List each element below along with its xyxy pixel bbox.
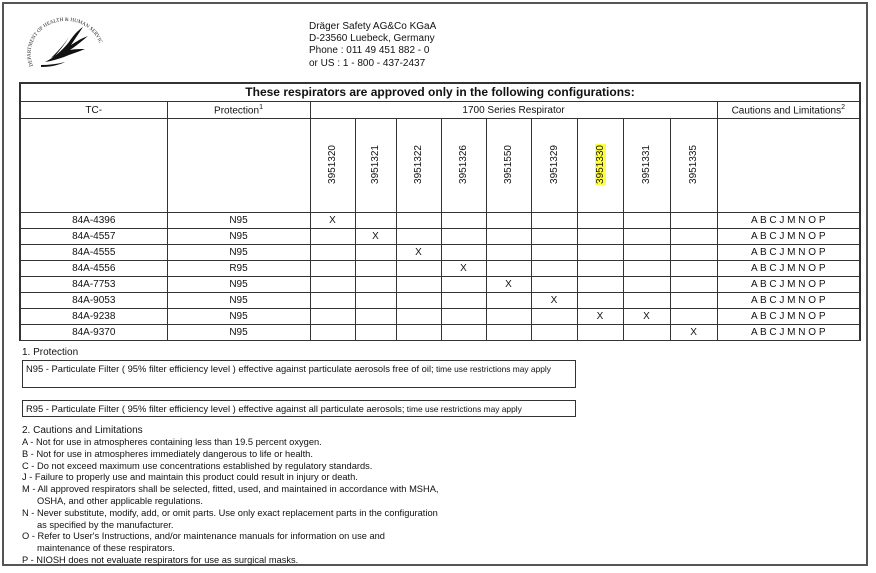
configuration-grid bbox=[21, 102, 859, 341]
model-number-cell bbox=[441, 119, 486, 213]
seal-text: DEPARTMENT OF HEALTH & HUMAN SERVIC bbox=[27, 16, 103, 68]
tc-number-cell: 84A-7753 bbox=[21, 277, 167, 293]
approved-mark-cell: X bbox=[441, 261, 486, 277]
empty-mark-cell bbox=[486, 325, 531, 341]
tc-number-cell: 84A-4555 bbox=[21, 245, 167, 261]
table-row bbox=[21, 277, 859, 293]
empty-mark-cell bbox=[486, 213, 531, 229]
empty-mark-cell bbox=[531, 325, 577, 341]
empty-mark-cell bbox=[486, 293, 531, 309]
protection-cell: N95 bbox=[167, 293, 310, 309]
model-number-cell bbox=[670, 119, 717, 213]
r95-restriction: time use restrictions may apply bbox=[404, 404, 522, 414]
approval-document-page bbox=[2, 2, 868, 566]
model-number: 3951335 bbox=[688, 144, 700, 184]
table-row bbox=[21, 309, 859, 325]
caution-item: B - Not for use in atmospheres immediately dangerous to life or health. bbox=[22, 448, 313, 459]
empty-mark-cell bbox=[486, 245, 531, 261]
caution-item: P - NIOSH does not evaluate respirators for use as surgical masks. bbox=[22, 554, 299, 565]
approved-mark-cell: X bbox=[355, 229, 396, 245]
cautions-cell: A B C J M N O P bbox=[717, 277, 859, 293]
empty-mark-cell bbox=[577, 325, 623, 341]
cautions-cell: A B C J M N O P bbox=[717, 293, 859, 309]
column-header-cautions: Cautions and Limitations$^2$ bbox=[717, 102, 859, 119]
empty-mark-cell bbox=[670, 213, 717, 229]
empty-mark-cell bbox=[623, 293, 670, 309]
approved-mark-cell: X bbox=[670, 325, 717, 341]
address-line-phone: Phone : 011 49 451 882 - 0 bbox=[309, 45, 430, 57]
empty-mark-cell bbox=[396, 325, 441, 341]
empty-mark-cell bbox=[355, 261, 396, 277]
model-row-protection-blank bbox=[167, 119, 310, 213]
table-row bbox=[21, 325, 859, 341]
address-line-us-phone: or US : 1 - 800 - 437-2437 bbox=[309, 57, 426, 69]
tc-number-cell: 84A-9238 bbox=[21, 309, 167, 325]
model-row-cautions-blank bbox=[717, 119, 859, 213]
protection-cell: R95 bbox=[167, 261, 310, 277]
empty-mark-cell bbox=[623, 261, 670, 277]
model-number: 3951331 bbox=[641, 144, 652, 184]
protection-cell: N95 bbox=[167, 309, 310, 325]
approval-configuration-table bbox=[19, 82, 861, 341]
protection-cell: N95 bbox=[167, 245, 310, 261]
empty-mark-cell bbox=[441, 245, 486, 261]
table-row bbox=[21, 261, 859, 277]
caution-item: J - Failure to properly use and maintain this product could result in injury or death. bbox=[22, 472, 358, 483]
empty-mark-cell bbox=[355, 293, 396, 309]
cautions-cell: A B C J M N O P bbox=[717, 309, 859, 325]
empty-mark-cell bbox=[531, 277, 577, 293]
empty-mark-cell bbox=[670, 309, 717, 325]
eagle-icon bbox=[41, 27, 88, 67]
empty-mark-cell bbox=[670, 277, 717, 293]
empty-mark-cell bbox=[577, 229, 623, 245]
empty-mark-cell bbox=[670, 293, 717, 309]
tc-number-cell: 84A-9053 bbox=[21, 293, 167, 309]
cautions-cell: A B C J M N O P bbox=[717, 229, 859, 245]
empty-mark-cell bbox=[577, 245, 623, 261]
empty-mark-cell bbox=[623, 325, 670, 341]
empty-mark-cell bbox=[441, 293, 486, 309]
n95-definition-box bbox=[22, 360, 576, 388]
empty-mark-cell bbox=[623, 277, 670, 293]
empty-mark-cell bbox=[486, 229, 531, 245]
tc-number-cell: 84A-9370 bbox=[21, 325, 167, 341]
empty-mark-cell bbox=[396, 229, 441, 245]
empty-mark-cell bbox=[441, 213, 486, 229]
empty-mark-cell bbox=[577, 261, 623, 277]
empty-mark-cell bbox=[623, 229, 670, 245]
protection-title: 1. Protection bbox=[22, 347, 79, 358]
model-number-cell bbox=[396, 119, 441, 213]
tc-number-cell: 84A-4557 bbox=[21, 229, 167, 245]
footnotes bbox=[22, 346, 576, 567]
cautions-list bbox=[22, 437, 576, 567]
caution-item-continuation: as specified by the manufacturer. bbox=[37, 519, 174, 530]
cautions-cell: A B C J M N O P bbox=[717, 245, 859, 261]
configuration-rows bbox=[21, 213, 859, 341]
empty-mark-cell bbox=[396, 293, 441, 309]
r95-definition-box bbox=[22, 400, 576, 417]
table-row bbox=[21, 293, 859, 309]
empty-mark-cell bbox=[396, 213, 441, 229]
empty-mark-cell bbox=[531, 245, 577, 261]
empty-mark-cell bbox=[396, 277, 441, 293]
empty-mark-cell bbox=[441, 325, 486, 341]
cautions-title: 2. Cautions and Limitations bbox=[22, 425, 143, 436]
manufacturer-address bbox=[309, 21, 436, 70]
hhs-eagle-seal-logo bbox=[27, 16, 103, 78]
table-row bbox=[21, 213, 859, 229]
empty-mark-cell bbox=[396, 309, 441, 325]
empty-mark-cell bbox=[670, 229, 717, 245]
model-number-cell bbox=[310, 119, 355, 213]
protection-cell: N95 bbox=[167, 213, 310, 229]
empty-mark-cell bbox=[355, 277, 396, 293]
empty-mark-cell bbox=[310, 325, 355, 341]
tc-number-cell: 84A-4396 bbox=[21, 213, 167, 229]
model-number-row bbox=[21, 119, 859, 213]
n95-definition: N95 - Particulate Filter ( 95% filter efficiency level ) effective against particulate aerosols free of oil; bbox=[26, 363, 434, 374]
empty-mark-cell bbox=[670, 245, 717, 261]
address-line-city: D-23560 Luebeck, Germany bbox=[309, 33, 435, 45]
cautions-cell: A B C J M N O P bbox=[717, 213, 859, 229]
empty-mark-cell bbox=[310, 245, 355, 261]
model-row-tc-blank bbox=[21, 119, 167, 213]
model-number-cell bbox=[623, 119, 670, 213]
approved-mark-cell: X bbox=[531, 293, 577, 309]
protection-cell: N95 bbox=[167, 325, 310, 341]
empty-mark-cell bbox=[355, 213, 396, 229]
model-number-cell bbox=[531, 119, 577, 213]
caution-item: M - All approved respirators shall be selected, fitted, used, and maintained in accordance with MSHA, bbox=[22, 484, 439, 495]
empty-mark-cell bbox=[441, 309, 486, 325]
model-number: 3951326 bbox=[458, 144, 469, 184]
model-number-cell bbox=[577, 119, 623, 213]
table-row bbox=[21, 229, 859, 245]
caution-item-continuation: maintenance of these respirators. bbox=[37, 543, 175, 554]
table-row bbox=[21, 245, 859, 261]
empty-mark-cell bbox=[441, 277, 486, 293]
approved-mark-cell: X bbox=[310, 213, 355, 229]
empty-mark-cell bbox=[310, 229, 355, 245]
model-number-cell bbox=[486, 119, 531, 213]
approved-mark-cell: X bbox=[486, 277, 531, 293]
caution-item: A - Not for use in atmospheres containing less than 19.5 percent oxygen. bbox=[22, 437, 322, 447]
model-number: 3951550 bbox=[503, 144, 514, 184]
table-banner: These respirators are approved only in the following configurations: bbox=[21, 84, 859, 102]
column-header-series: 1700 Series Respirator bbox=[310, 102, 717, 119]
empty-mark-cell bbox=[355, 309, 396, 325]
empty-mark-cell bbox=[623, 245, 670, 261]
model-number: 3951322 bbox=[413, 144, 424, 184]
caution-item: O - Refer to User's Instructions, and/or maintenance manuals for information on use and bbox=[22, 531, 385, 542]
empty-mark-cell bbox=[310, 293, 355, 309]
model-number: 3951330 bbox=[594, 144, 606, 184]
n95-restriction: time use restrictions may apply bbox=[433, 364, 551, 374]
caution-item: C - Do not exceed maximum use concentrations established by regulatory standards. bbox=[22, 460, 373, 471]
empty-mark-cell bbox=[577, 213, 623, 229]
empty-mark-cell bbox=[355, 245, 396, 261]
cautions-cell: A B C J M N O P bbox=[717, 325, 859, 341]
model-number: 3951329 bbox=[548, 144, 560, 184]
empty-mark-cell bbox=[396, 261, 441, 277]
empty-mark-cell bbox=[355, 325, 396, 341]
address-line-company: Dräger Safety AG&Co KGaA bbox=[309, 21, 437, 32]
empty-mark-cell bbox=[486, 309, 531, 325]
empty-mark-cell bbox=[441, 229, 486, 245]
approved-mark-cell: X bbox=[396, 245, 441, 261]
empty-mark-cell bbox=[531, 213, 577, 229]
caution-item: N - Never substitute, modify, add, or omit parts. Use only exact replacement parts in the configuration bbox=[22, 507, 438, 518]
approved-mark-cell: X bbox=[623, 309, 670, 325]
tc-number-cell: 84A-4556 bbox=[21, 261, 167, 277]
cautions-cell: A B C J M N O P bbox=[717, 261, 859, 277]
caution-item-continuation: OSHA, and other applicable regulations. bbox=[37, 495, 203, 506]
empty-mark-cell bbox=[310, 309, 355, 325]
protection-cell: N95 bbox=[167, 277, 310, 293]
empty-mark-cell bbox=[670, 261, 717, 277]
empty-mark-cell bbox=[531, 229, 577, 245]
empty-mark-cell bbox=[310, 277, 355, 293]
model-number: 3951320 bbox=[327, 144, 338, 184]
empty-mark-cell bbox=[577, 293, 623, 309]
empty-mark-cell bbox=[531, 309, 577, 325]
empty-mark-cell bbox=[486, 261, 531, 277]
empty-mark-cell bbox=[310, 261, 355, 277]
column-header-tc: TC- bbox=[21, 102, 167, 119]
column-header-protection: Protection$^1$ bbox=[167, 102, 310, 119]
approved-mark-cell: X bbox=[577, 309, 623, 325]
model-number-cell bbox=[355, 119, 396, 213]
model-number: 3951321 bbox=[370, 144, 381, 184]
empty-mark-cell bbox=[577, 277, 623, 293]
r95-definition: R95 - Particulate Filter ( 95% filter efficiency level ) effective against all particulate aerosols; bbox=[26, 403, 405, 414]
protection-cell: N95 bbox=[167, 229, 310, 245]
empty-mark-cell bbox=[623, 213, 670, 229]
empty-mark-cell bbox=[531, 261, 577, 277]
